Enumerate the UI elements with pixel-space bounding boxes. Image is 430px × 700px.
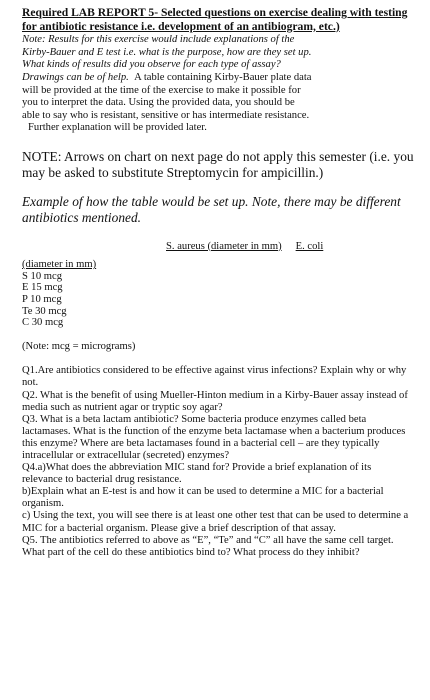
question-list <box>22 365 414 559</box>
arrows-note: NOTE: Arrows on chart on next page do not apply this semester (i.e. you may be asked to substitute Streptomycin for ampicillin.) <box>22 148 414 181</box>
column-header-s-aureus: S. aureus (diameter in mm) <box>166 240 282 252</box>
note-line: Drawings can be of help. <box>22 71 129 83</box>
question-item: c) Using the text, you will see there is at least one other test that can be used to determine a MIC for a bacterial organism. Please give a brief description of that assay. <box>22 510 409 534</box>
antibiotic-row: P 10 mcg <box>22 293 62 305</box>
question-item: Q3. What is a beta lactam antibiotic? Some bacteria produce enzymes called beta lactamases. What is the function of the enzyme beta lactamase when a bacterium produces this enzyme? Where are beta lactamases found in a bacterial cell – are they typically intracellular or extracellular (secreted) enzymes? <box>22 413 406 461</box>
antibiotic-list <box>22 259 414 329</box>
question-item: Q2. What is the benefit of using Mueller-Hinton medium in a Kirby-Bauer assay instead of media such as nutrient agar or tryptic soy agar? <box>22 389 408 413</box>
column-header-diameter: (diameter in mm) <box>22 259 97 271</box>
mcg-note: (Note: mcg = micrograms) <box>22 340 136 352</box>
question-item: b)Explain what an E-test is and how it can be used to determine a MIC for a bacterial organism. <box>22 486 384 510</box>
question-item: Q1.Are antibiotics considered to be effective against virus infections? Explain why or why not. <box>22 365 407 389</box>
example-note: Example of how the table would be set up. Note, there may be different antibiotics mentioned. <box>22 193 401 226</box>
antibiotic-row: S 10 mcg <box>22 270 63 282</box>
antibiotic-row: E 15 mcg <box>22 282 63 294</box>
plain-line: Further explanation will be provided later. <box>28 122 207 134</box>
report-title: Required LAB REPORT 5- Selected questions on exercise dealing with testing for antibiotic resistance i.e. development of an antibiogram, etc.) <box>22 6 408 33</box>
antibiotic-row: Te 30 mcg <box>22 305 67 317</box>
note-line: Kirby-Bauer and E test i.e. what is the purpose, how are they set up. <box>22 46 312 58</box>
plain-line: you to interpret the data. Using the provided data, you should be <box>22 97 295 109</box>
plain-line: able to say who is resistant, sensitive or has intermediate resistance. <box>22 109 310 121</box>
note-line: What kinds of results did you observe for each type of assay? <box>22 59 281 71</box>
column-header-e-coli: E. coli <box>295 240 324 252</box>
table-header-row <box>22 241 414 254</box>
question-item: Q5. The antibiotics referred to above as “E”, “Te” and “C” all have the same cell target. What part of the cell do these antibiotics bind to? What process do they inhibit? <box>22 534 394 558</box>
question-item: Q4.a)What does the abbreviation MIC stand for? Provide a brief explanation of its relevance to bacterial drug resistance. <box>22 462 372 486</box>
note-block <box>22 34 414 135</box>
antibiotic-row: C 30 mcg <box>22 317 64 329</box>
plain-line: will be provided at the time of the exercise to make it possible for <box>22 84 301 96</box>
note-line: Note: Results for this exercise would include explanations of the <box>22 34 295 46</box>
plain-line: A table containing Kirby-Bauer plate data <box>134 71 312 83</box>
